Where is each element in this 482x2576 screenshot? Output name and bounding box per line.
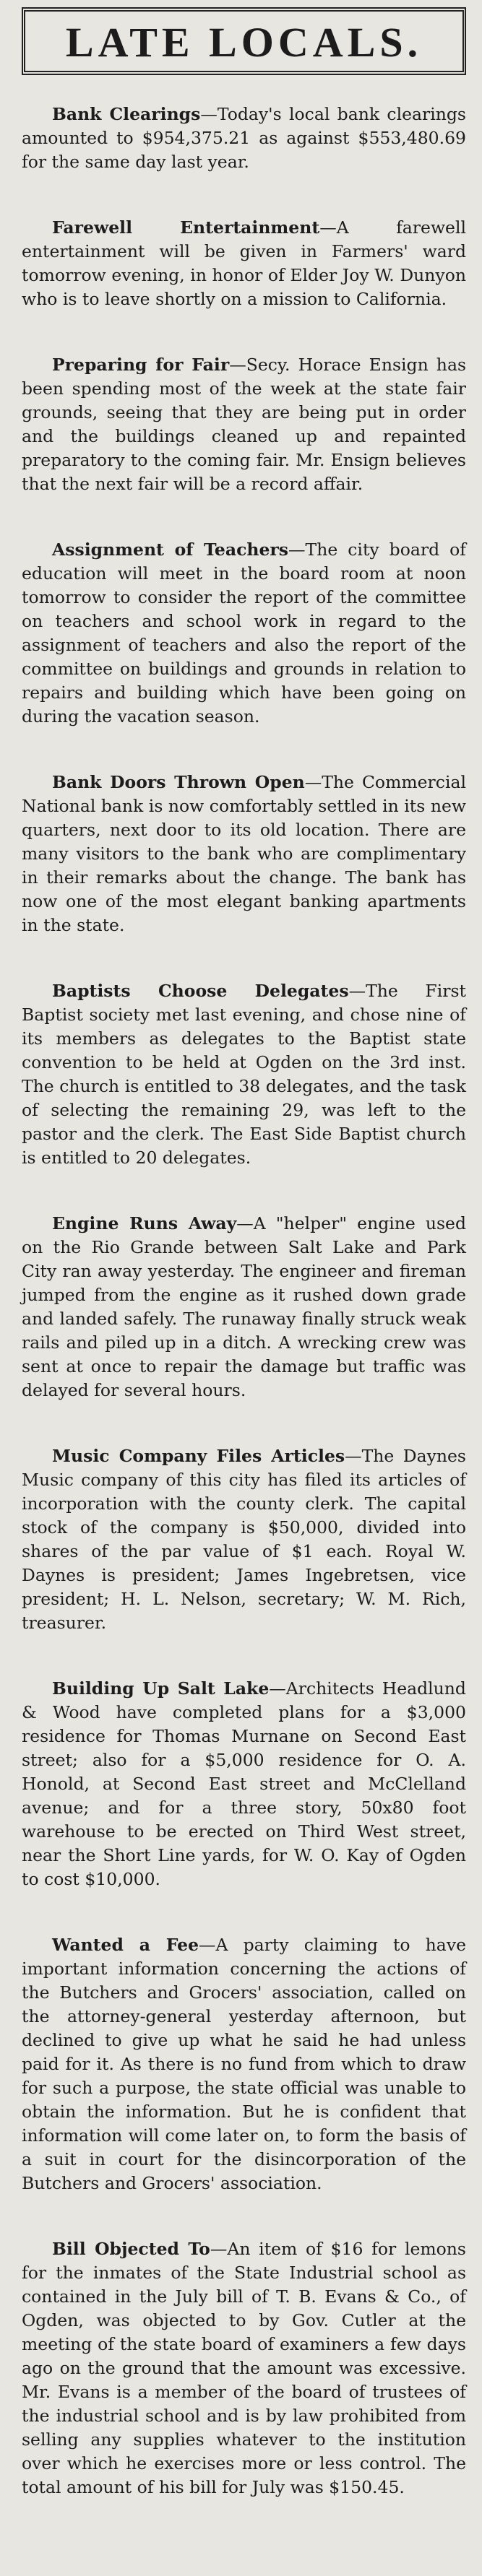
section-title: LATE LOCALS. — [65, 19, 423, 66]
news-item-building-up-salt-lake — [22, 1677, 466, 1891]
news-body: —A "helper" engine used on the Rio Grande between Salt Lake and Park City ran away yesterday. The engineer and fireman jumped from the engine as it rushed down grade and landed safely. The runaway finally struck weak rails and piled up in a ditch. A wrecking crew was sent at once to repair the damage but traffic was delayed for several hours. — [22, 1213, 466, 1400]
news-headline: Baptists Choose Delegates — [52, 981, 349, 1001]
news-body: —The city board of education will meet in the board room at noon tomorrow to consider the report of the committee on teachers and school work in regard to the assignment of teachers and also the report of the committee on buildings and grounds in relation to repairs and building which have been going on during the vacation season. — [22, 539, 466, 727]
news-item-bank-clearings — [22, 103, 466, 174]
news-headline: Music Company Files Articles — [52, 1446, 345, 1466]
news-body: —The First Baptist society met last evening, and chose nine of its members as delegates to the Baptist state convention to be held at Ogden on the 3rd inst. The church is entitled to 38 delegates, and the task of selecting the remaining 29, was left to the pastor and the clerk. The East Side Baptist church is entitled to 20 delegates. — [22, 981, 466, 1168]
news-body: —A party claiming to have important information concerning the actions of the Butchers and Grocers' association, called on the attorney-general yesterday afternoon, but declined to give up what he said he had unless paid for it. As there is no fund from which to draw for such a purpose, the state official was unable to obtain the information. But he is confident that information will come later on, to form the basis of a suit in court for the disincorporation of the Butchers and Grocers' association. — [22, 1935, 466, 2193]
news-body: —Today's local bank clearings amounted to $954,375.21 as against $553,480.69 for the same day last year. — [22, 104, 466, 172]
news-item-preparing-for-fair — [22, 353, 466, 496]
news-item-music-company-files-articles — [22, 1444, 466, 1635]
news-body: —An item of $16 for lemons for the inmates of the State Industrial school as contained in the July bill of T. B. Evans & Co., of Ogden, was objected to by Gov. Cutler at the meeting of the state board of examiners a few days ago on the ground that the amount was excessive. Mr. Evans is a member of the board of trustees of the industrial school and is by law prohibited from selling any supplies whatever to the institution over which he exercises more or less control. The total amount of his bill for July was $150.45. — [22, 2239, 466, 2497]
news-item-bill-objected-to — [22, 2237, 466, 2499]
news-body: —The Daynes Music company of this city has filed its articles of incorporation with the county clerk. The capital stock of the company is $50,000, divided into shares of the par value of $1 each. Royal W. Daynes is president; James Ingebretsen, vice president; H. L. Nelson, secretary; W. M. Rich, treasurer. — [22, 1446, 466, 1633]
news-headline: Farewell Entertainment — [52, 217, 320, 238]
news-item-engine-runs-away — [22, 1212, 466, 1402]
news-body: —A farewell entertainment will be given in Farmers' ward tomorrow evening, in honor of Elder Joy W. Dunyon who is to leave shortly on a mission to California. — [22, 217, 466, 309]
news-item-wanted-a-fee — [22, 1933, 466, 2195]
news-item-assignment-of-teachers — [22, 538, 466, 729]
news-item-bank-doors-thrown-open — [22, 771, 466, 937]
news-headline: Bill Objected To — [52, 2239, 210, 2259]
section-masthead — [22, 7, 466, 75]
news-body: —Architects Headlund & Wood have completed plans for a $3,000 residence for Thomas Murnane on Second East street; also for a $5,000 residence for O. A. Honold, at Second East street and McClelland avenue; and for a three story, 50x80 foot warehouse to be erected on Third West street, near the Short Line yards, for W. O. Kay of Ogden to cost $10,000. — [22, 1678, 466, 1889]
news-headline: Wanted a Fee — [52, 1935, 199, 1955]
news-headline: Engine Runs Away — [52, 1213, 237, 1233]
news-headline: Building Up Salt Lake — [52, 1678, 270, 1699]
news-headline: Assignment of Teachers — [52, 539, 289, 560]
news-item-farewell-entertainment — [22, 216, 466, 311]
news-body: —The Commercial National bank is now comfortably settled in its new quarters, next door to its old location. There are many visitors to the bank who are complimentary in their remarks about the change. The bank has now one of the most elegant banking apartments in the state. — [22, 772, 466, 935]
news-body: —Secy. Horace Ensign has been spending most of the week at the state fair grounds, seeing that they are being put in order and the buildings cleaned up and repainted preparatory to the coming fair. Mr. Ensign believes that the next fair will be a record affair. — [22, 355, 467, 494]
news-headline: Preparing for Fair — [52, 355, 230, 375]
news-headline: Bank Doors Thrown Open — [52, 772, 305, 792]
news-headline: Bank Clearings — [52, 104, 201, 124]
news-item-baptists-choose-delegates — [22, 979, 466, 1170]
